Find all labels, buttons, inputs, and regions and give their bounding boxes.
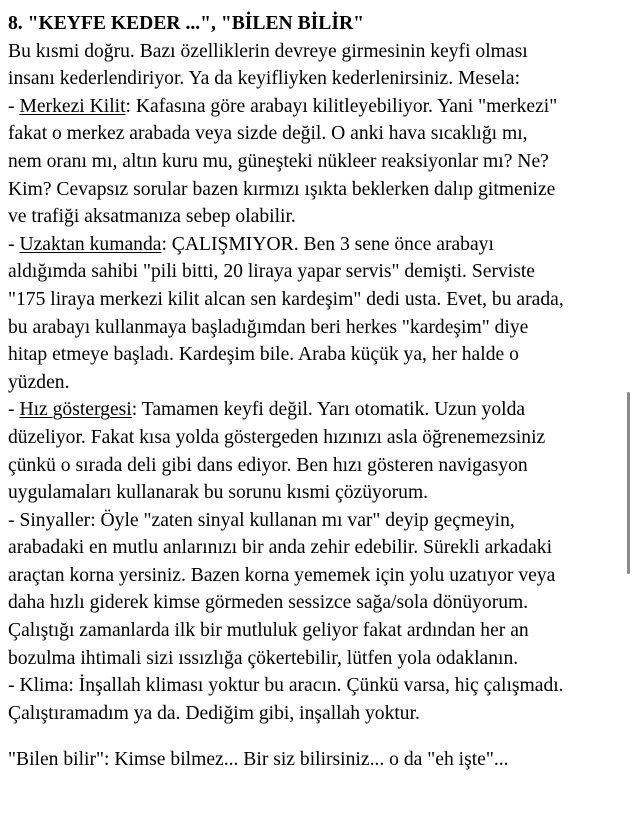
term-description: : İnşallah kliması yoktur bu aracın. Çünkü varsa, hiç çalışmadı. bbox=[68, 675, 564, 697]
list-item-line: yüzden. bbox=[8, 371, 70, 393]
list-item-line: arabadaki en mutlu anlarınızı bir anda zehir edebilir. Sürekli arkadaki bbox=[8, 537, 553, 559]
term-description: : Kafasına göre arabayı kilitleyebiliyor. Yani "merkezi" bbox=[125, 95, 558, 117]
list-item-line: hitap etmeye başladı. Kardeşim bile. Araba küçük ya, her halde o bbox=[8, 344, 519, 366]
list-item-line: çünkü o sırada deli gibi dans ediyor. Ben hızı gösteren navigasyon bbox=[8, 454, 528, 476]
list-item-line: nem oranı mı, altın kuru mu, güneşteki nükleer reaksiyonlar mı? Ne? bbox=[8, 150, 549, 172]
list-item-sinyaller bbox=[8, 507, 622, 673]
dash: - bbox=[8, 95, 20, 117]
list-item-first-line bbox=[8, 93, 622, 121]
list-item-line: Çalıştıramadım ya da. Dediğim gibi, inşallah yoktur. bbox=[8, 702, 420, 724]
term-merkezi-kilit: Merkezi Kilit bbox=[19, 95, 126, 117]
term-description: : Öyle "zaten sinyal kullanan mı var" deyip geçmeyin, bbox=[90, 509, 515, 531]
section-title: 8. "KEYFE KEDER ...", "BİLEN BİLİR" bbox=[8, 13, 364, 34]
term-hiz-gostergesi: Hız göstergesi bbox=[19, 399, 132, 421]
list-item-line: araçtan korna yersiniz. Bazen korna yememek için yolu uzatıyor veya bbox=[8, 564, 556, 586]
list-item-line: Kim? Cevapsız sorular bazen kırmızı ışıkta beklerken dalıp gitmenize bbox=[8, 178, 556, 200]
list-item-line: fakat o merkez arabada veya sizde değil. O anki hava sıcaklığı mı, bbox=[8, 123, 528, 145]
list-item-line: Çalıştığı zamanlarda ilk bir mutluluk geliyor fakat ardından her an bbox=[8, 620, 529, 642]
list-item-klima bbox=[8, 672, 622, 727]
intro-line: Bu kısmi doğru. Bazı özelliklerin devreye girmesinin keyfi olması bbox=[8, 40, 528, 62]
intro-line: insanı kederlendiriyor. Ya da keyifliyken kederlenirsiniz. Mesela: bbox=[8, 68, 521, 90]
list-item-first-line bbox=[8, 231, 622, 259]
term-uzaktan-kumanda: Uzaktan kumanda bbox=[19, 233, 162, 255]
term-sinyaller: Sinyaller bbox=[19, 509, 91, 531]
dash: - bbox=[8, 399, 20, 421]
list-item-first-line bbox=[8, 672, 622, 700]
list-item-line: aldığımda sahibi "pili bitti, 20 liraya yapar servis" demişti. Serviste bbox=[8, 261, 535, 283]
term-description: : Tamamen keyfi değil. Yarı otomatik. Uzun yolda bbox=[131, 399, 526, 421]
list-item-line: uygulamaları kullanarak bu sorunu kısmi çözüyorum. bbox=[8, 482, 429, 504]
dash: - bbox=[8, 675, 20, 697]
closing-paragraph: "Bilen bilir": Kimse bilmez... Bir siz bilirsiniz... o da "eh işte"... bbox=[8, 749, 509, 771]
article-section bbox=[8, 10, 622, 774]
term-description: : ÇALIŞMIYOR. Ben 3 sene önce arabayı bbox=[161, 233, 494, 255]
list-item-first-line bbox=[8, 396, 622, 424]
list-item-first-line bbox=[8, 507, 622, 535]
dash: - bbox=[8, 509, 20, 531]
list-item-line: daha hızlı giderek kimse görmeden sessizce sağa/sola dönüyorum. bbox=[8, 592, 529, 614]
list-item-line: ve trafiği aksatmanıza sebep olabilir. bbox=[8, 206, 296, 228]
vertical-scrollbar[interactable] bbox=[627, 392, 630, 574]
list-item-hiz-gostergesi bbox=[8, 396, 622, 506]
paragraph-gap bbox=[8, 727, 622, 746]
list-item-line: düzeliyor. Fakat kısa yolda göstergeden hızınızı asla öğrenemezsiniz bbox=[8, 426, 546, 448]
list-item-line: bu arabayı kullanmaya başladığımdan beri herkes "kardeşim" diye bbox=[8, 316, 529, 338]
intro-paragraph bbox=[8, 38, 622, 93]
dash: - bbox=[8, 233, 20, 255]
list-item-merkezi-kilit bbox=[8, 93, 622, 231]
term-klima: Klima bbox=[19, 675, 69, 697]
list-item-line: "175 liraya merkezi kilit alcan sen kardeşim" dedi usta. Evet, bu arada, bbox=[8, 288, 564, 310]
list-item-uzaktan-kumanda bbox=[8, 231, 622, 397]
list-item-line: bozulma ihtimali sizi ıssızlığa çökertebilir, lütfen yola odaklanın. bbox=[8, 647, 519, 669]
